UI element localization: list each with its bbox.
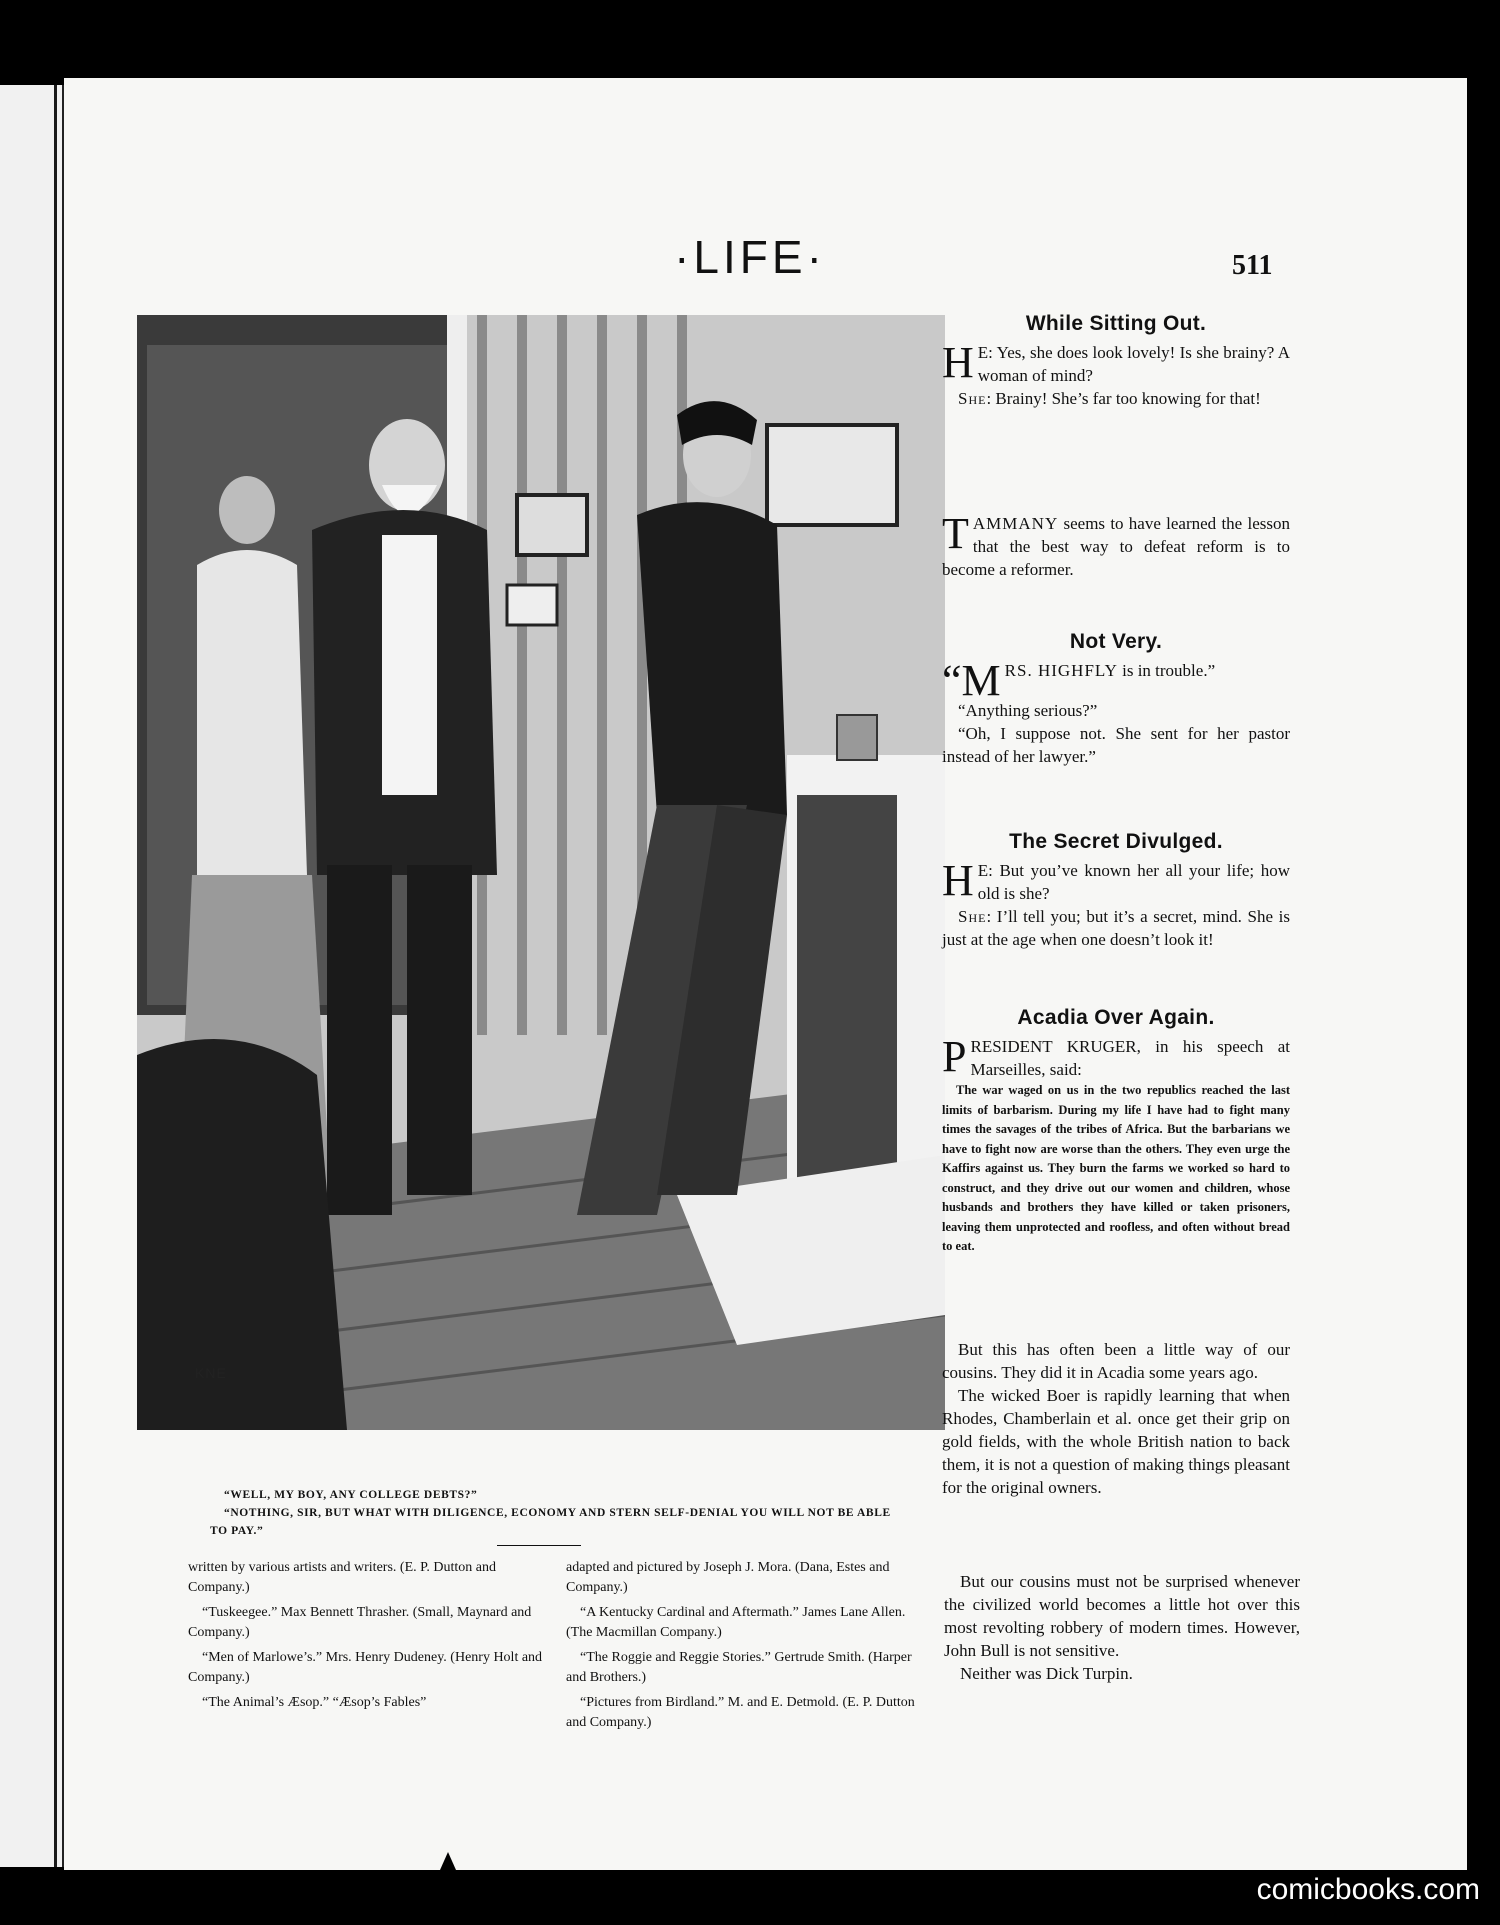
article-acadia-continued xyxy=(942,1338,1290,1499)
article-text: The wicked Boer is rapidly learning that when Rhodes, Chamberlain et al. once get their grip on gold fields, with the whole British nation to back them, it is not a question of making things pleasant for the original owners. xyxy=(942,1386,1290,1497)
illustration-drawing xyxy=(137,315,945,1430)
speaker-label: She xyxy=(958,907,987,926)
book-entry: adapted and pictured by Joseph J. Mora. (Dana, Estes and Company.) xyxy=(566,1560,890,1595)
kruger-quote: The war waged on us in the two republics reached the last limits of barbarism. During my life I have had to fight many times the savages of the tribes of Africa. But the barbarians we have to fight now are worse than the others. They even urge the Kaffirs against us. They burn the farms we worked so hard to construct, and they drive out our women and children, whose husbands and brothers they have killed or taken prisoners, leaving them unprotected and roofless, and often without bread to eat. xyxy=(942,1083,1290,1253)
article-acadia-over-again xyxy=(942,1006,1290,1257)
article-secret-divulged xyxy=(942,830,1290,951)
book-list-column-1 xyxy=(188,1558,548,1719)
watermark: comicbooks.com xyxy=(1256,1873,1480,1906)
illustration-caption xyxy=(210,1486,910,1540)
illustration xyxy=(137,315,945,1430)
article-text: : Brainy! She’s far too knowing for that! xyxy=(986,389,1261,408)
article-text: E: Yes, she does look lovely! Is she brainy? A woman of mind? xyxy=(977,343,1290,385)
article-title: Acadia Over Again. xyxy=(1017,1006,1215,1029)
page-fold xyxy=(54,85,57,1867)
drop-cap: “M xyxy=(942,656,1001,705)
page-number: 511 xyxy=(1232,250,1273,281)
article-title: While Sitting Out. xyxy=(1025,312,1207,335)
caption-divider xyxy=(497,1545,581,1546)
book-entry: “The Roggie and Reggie Stories.” Gertrude Smith. (Harper and Brothers.) xyxy=(566,1650,912,1685)
speaker-label: She xyxy=(958,389,987,408)
article-text: RESIDENT KRUGER, in his speech at Marseilles, said: xyxy=(970,1037,1290,1079)
article-text: Neither was Dick Turpin. xyxy=(960,1664,1133,1683)
lead-word: RS. HIGHFLY xyxy=(1004,661,1118,680)
drop-cap: P xyxy=(942,1032,967,1081)
article-text: E: But you’ve known her all your life; how old is she? xyxy=(977,861,1290,903)
book-entry: “Men of Marlowe’s.” Mrs. Henry Dudeney. (Henry Holt and Company.) xyxy=(188,1650,543,1685)
book-entry: written by various artists and writers. (E. P. Dutton and Company.) xyxy=(188,1560,496,1595)
article-not-very xyxy=(942,630,1290,768)
drop-cap: H xyxy=(942,856,974,905)
article-text: But our cousins must not be surprised whenever the civilized world becomes a little hot over this most revolting robbery of modern times. However, John Bull is not sensitive. xyxy=(944,1572,1300,1660)
lead-word: AMMANY xyxy=(972,514,1059,533)
page-tear-mark xyxy=(440,1852,456,1870)
book-entry: “The Animal’s Æsop.” “Æsop’s Fables” xyxy=(202,1695,427,1710)
article-title: The Secret Divulged. xyxy=(1009,830,1223,853)
artist-signature: KNE xyxy=(195,1365,227,1381)
article-acadia-ending xyxy=(944,1570,1300,1685)
caption-line-2: “NOTHING, SIR, BUT WHAT WITH DILIGENCE, ECONOMY AND STERN SELF-DENIAL YOU WILL NOT BE ABLE TO PAY.” xyxy=(210,1507,891,1537)
book-entry: “A Kentucky Cardinal and Aftermath.” James Lane Allen. (The Macmillan Company.) xyxy=(566,1605,906,1640)
book-entry: “Pictures from Birdland.” M. and E. Detmold. (E. P. Dutton and Company.) xyxy=(566,1695,915,1730)
book-entry: “Tuskeegee.” Max Bennett Thrasher. (Small, Maynard and Company.) xyxy=(188,1605,532,1640)
caption-line-1: “WELL, MY BOY, ANY COLLEGE DEBTS?” xyxy=(224,1489,478,1501)
article-while-sitting-out xyxy=(942,312,1290,410)
drop-cap: H xyxy=(942,338,974,387)
article-text: “Oh, I suppose not. She sent for her pastor instead of her lawyer.” xyxy=(942,724,1290,766)
book-list-column-2 xyxy=(566,1558,928,1738)
drop-cap: T xyxy=(942,509,969,558)
running-head: ·LIFE· xyxy=(674,231,826,283)
article-tammany xyxy=(942,509,1290,581)
previous-page-edge xyxy=(0,85,64,1867)
article-title: Not Very. xyxy=(1069,630,1163,653)
article-text: “Anything serious?” xyxy=(958,701,1098,720)
article-text: seems to have learned the lesson that the best way to defeat reform is to become a reformer. xyxy=(942,514,1290,579)
article-text: is in trouble.” xyxy=(1117,661,1216,680)
article-text: : I’ll tell you; but it’s a secret, mind. She is just at the age when one doesn’t look it! xyxy=(942,907,1290,949)
article-text: But this has often been a little way of our cousins. They did it in Acadia some years ago. xyxy=(942,1340,1290,1382)
